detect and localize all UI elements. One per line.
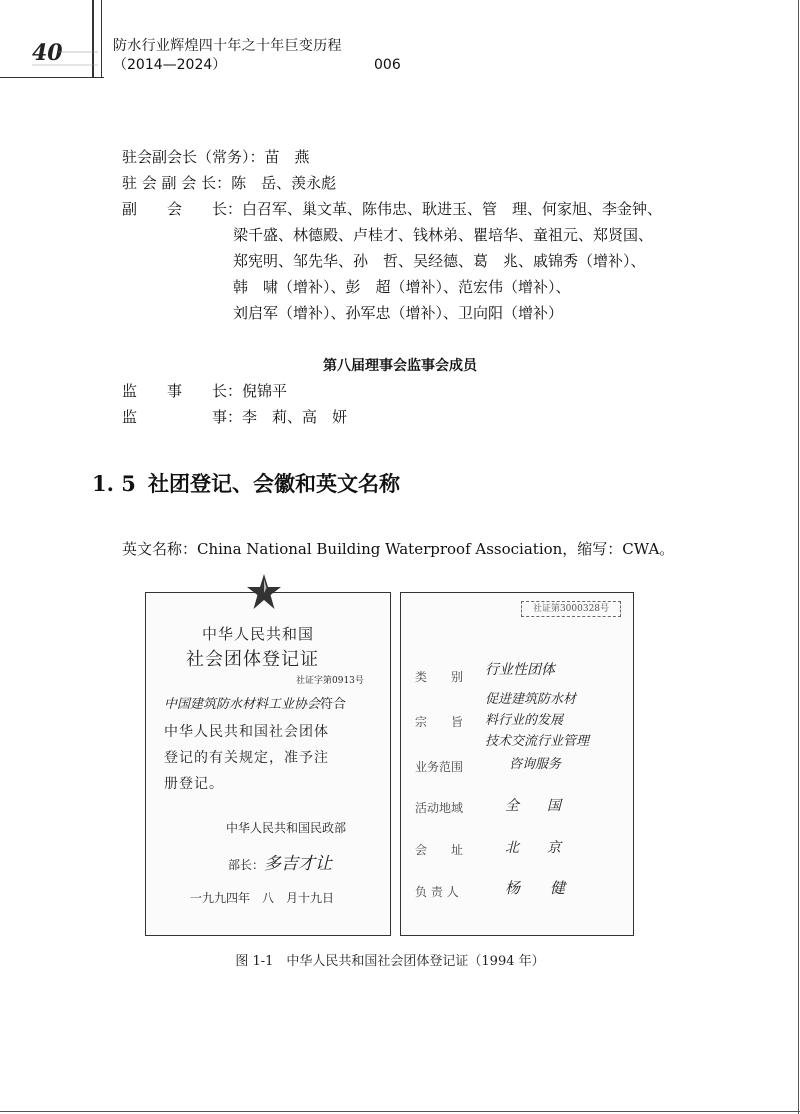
cert-field-label: 类 别 bbox=[415, 670, 464, 684]
cert-number: 社证字第0913号 bbox=[296, 676, 364, 686]
running-header-years: （2014—2024） bbox=[113, 57, 227, 73]
cert-date: 一九九四年 八 月十九日 bbox=[190, 891, 335, 905]
cert-line-1-suffix: 符合 bbox=[320, 697, 347, 712]
council-row-continued bbox=[233, 251, 646, 271]
council-row-names: 梁千盛、林德殿、卢桂才、钱林弟、瞿培华、童祖元、郑贤国、 bbox=[233, 226, 654, 244]
cert-field-value: 北 京 bbox=[505, 840, 561, 856]
page-frame-bottom bbox=[0, 1111, 800, 1112]
header-rule-right bbox=[101, 0, 102, 78]
cert-ministry: 中华人民共和国民政部 bbox=[226, 821, 347, 835]
logo-text: 40 bbox=[32, 40, 63, 66]
cert-field-value: 技术交流行业管理 bbox=[485, 734, 590, 749]
council-row-names: 韩 啸（增补）、彭 超（增补）、范宏伟（增补）、 bbox=[233, 278, 571, 296]
council-row bbox=[122, 147, 310, 167]
cert-field-label: 负 责 人 bbox=[415, 885, 459, 899]
cert-field-label: 业务范围 bbox=[415, 760, 464, 774]
council-row-continued bbox=[233, 277, 571, 297]
cert-line-1 bbox=[164, 693, 346, 712]
page-frame-right bbox=[798, 0, 799, 1114]
cert-field-value: 咨询服务 bbox=[509, 757, 562, 772]
council-row-names: 苗 燕 bbox=[264, 148, 310, 166]
supervisor-row bbox=[122, 407, 347, 427]
cert-minister bbox=[228, 849, 332, 874]
running-header-title: 防水行业辉煌四十年之十年巨变历程 bbox=[113, 38, 342, 54]
council-row-continued bbox=[233, 225, 653, 245]
cert-line-3: 登记的有关规定，准予注 bbox=[164, 750, 329, 766]
council-row-names: 白召军、巢文革、陈伟忠、耿进玉、管 理、何家旭、李金钟、 bbox=[242, 200, 663, 218]
cert-field-value: 全 国 bbox=[505, 798, 561, 814]
figure-caption: 图 1-1 中华人民共和国社会团体登记证（1994 年） bbox=[235, 954, 545, 969]
cert-field-label: 活动地域 bbox=[415, 801, 464, 815]
cert-field-label: 宗 旨 bbox=[415, 715, 464, 729]
header-underline bbox=[0, 77, 104, 78]
council-row-label: 副 会 长： bbox=[122, 200, 243, 218]
cert-line-2: 中华人民共和国社会团体 bbox=[164, 724, 329, 740]
council-row-names: 刘启军（增补）、孙军忠（增补）、卫向阳（增补） bbox=[233, 304, 564, 322]
council-row bbox=[122, 173, 336, 193]
section-heading bbox=[92, 468, 400, 498]
cert-line-4: 册登记。 bbox=[164, 776, 224, 792]
cert-field-label: 会 址 bbox=[415, 843, 464, 857]
anniversary-logo-icon bbox=[30, 38, 100, 68]
council-row bbox=[122, 199, 662, 219]
supervisors-heading: 第八届理事会监事会成员 bbox=[323, 358, 477, 374]
supervisor-row-label: 监 事 长： bbox=[122, 382, 243, 400]
star-emblem-icon bbox=[247, 573, 281, 611]
supervisor-row-label: 监 事： bbox=[122, 408, 243, 426]
certificate-back bbox=[400, 592, 634, 936]
page-number: 006 bbox=[374, 57, 401, 73]
cert-minister-label: 部长： bbox=[228, 858, 265, 872]
certificate-front bbox=[145, 592, 391, 936]
supervisor-row-names: 李 莉、高 妍 bbox=[242, 408, 348, 426]
cert-field-value: 行业性团体 bbox=[485, 662, 555, 678]
english-name-line: 英文名称：China National Building Waterproof Association，缩写：CWA。 bbox=[122, 540, 675, 558]
section-title: 社团登记、会徽和英文名称 bbox=[148, 471, 400, 496]
council-row-continued bbox=[233, 303, 563, 323]
council-row-label: 驻 会 副 会 长： bbox=[122, 174, 232, 192]
council-row-label: 驻会副会长（常务）： bbox=[122, 148, 265, 166]
cert-title-2: 社会团体登记证 bbox=[186, 649, 319, 670]
council-row-names: 陈 岳、羡永彪 bbox=[231, 174, 337, 192]
supervisor-row bbox=[122, 381, 287, 401]
cert-field-value: 料行业的发展 bbox=[485, 713, 564, 728]
council-row-names: 郑宪明、邹先华、孙 哲、吴经德、葛 兆、戚锦秀（增补）、 bbox=[233, 252, 646, 270]
cert-minister-signature: 多吉才让 bbox=[264, 854, 333, 874]
cert-org-name: 中国建筑防水材料工业协会 bbox=[164, 697, 321, 712]
cert-field-value: 杨 健 bbox=[505, 879, 566, 897]
cert-back-stamp: 社证第3000328号 bbox=[521, 601, 621, 617]
cert-title-1: 中华人民共和国 bbox=[202, 625, 315, 643]
cert-field-value: 促进建筑防水材 bbox=[485, 692, 577, 707]
section-number: 1. 5 bbox=[92, 471, 136, 496]
supervisor-row-names: 倪锦平 bbox=[242, 382, 288, 400]
